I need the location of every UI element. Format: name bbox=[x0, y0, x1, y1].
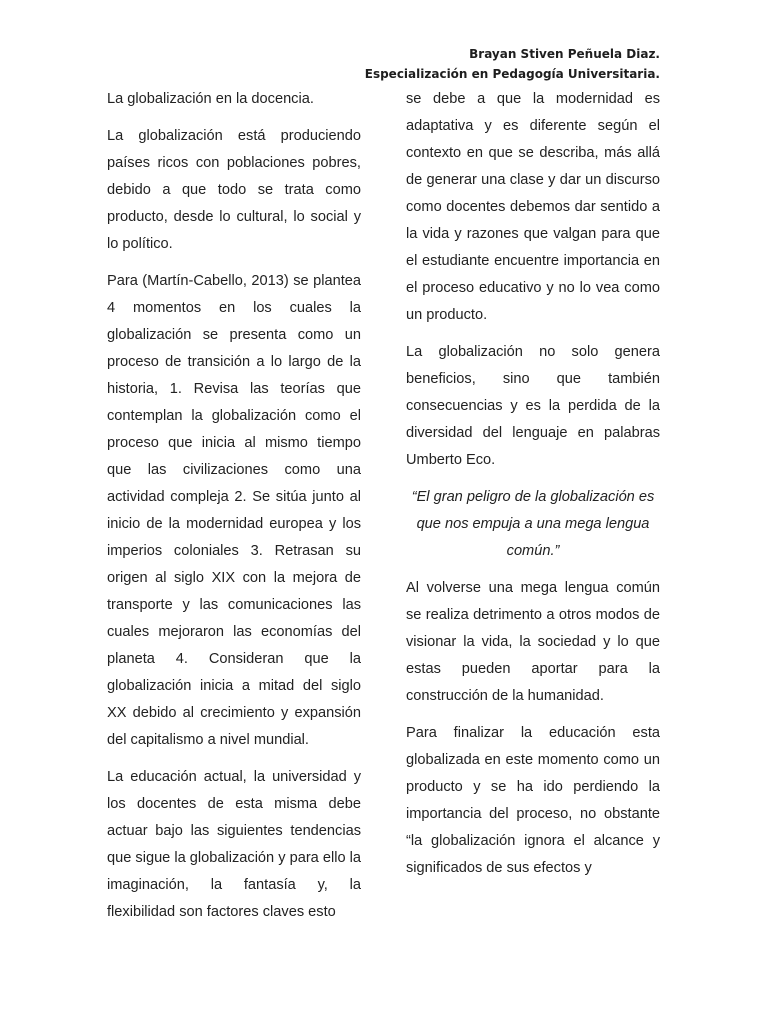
paragraph-moments: Para (Martín-Cabello, 2013) se plantea 4 momentos en los cuales la globalización se presenta como un proceso de transición a lo largo de la historia, 1. Revisa las teorías que contemplan la globalización como el proceso que inicia al mismo tiempo que las civilizaciones como una actividad compleja 2. Se sitúa junto al inicio de la modernidad europea y los imperios coloniales 3. Retrasan su origen al siglo XIX con la mejora de transporte y las comunicaciones las cuales mejoraron las economías del planeta 4. Consideran que la globalización inicia a mitad del siglo XX debido al crecimiento y expansión del capitalismo a nivel mundial. bbox=[107, 273, 361, 748]
paragraph-consequences: La globalización no solo genera beneficios, sino que también consecuencias y es la perdida de la diversidad del lenguaje en palabras Umberto Eco. bbox=[406, 344, 660, 468]
paragraph-common-language: Al volverse una mega lengua común se realiza detrimento a otros modos de visionar la vida, la sociedad y lo que estas pueden aportar para la construcción de la humanidad. bbox=[406, 580, 660, 704]
author-name: Brayan Stiven Peñuela Diaz. bbox=[469, 47, 660, 61]
paragraph-conclusion: Para finalizar la educación esta globalizada en este momento como un producto y se ha ido perdiendo la importancia del proceso, no obstante “la globalización ignora el alcance y significados de sus efectos y bbox=[406, 725, 660, 876]
right-column bbox=[406, 86, 660, 892]
paragraph-modernity: se debe a que la modernidad es adaptativa y es diferente según el contexto en que se describa, más allá de generar una clase y dar un discurso como docentes debemos dar sentido a la vida y razones que valgan para que el estudiante encuentre importancia en el proceso educativo y no lo vea como un producto. bbox=[406, 91, 660, 323]
umberto-eco-quote: “El gran peligro de la globalización es que nos empuja a una mega lengua común.” bbox=[411, 489, 655, 559]
document-title: La globalización en la docencia. bbox=[107, 91, 314, 107]
program-name: Especialización en Pedagogía Universitaria. bbox=[364, 67, 660, 81]
document-header bbox=[365, 44, 660, 84]
left-column bbox=[107, 86, 361, 936]
paragraph-intro: La globalización está produciendo países ricos con poblaciones pobres, debido a que todo se trata como producto, desde lo cultural, lo social y lo político. bbox=[107, 128, 361, 252]
paragraph-education: La educación actual, la universidad y los docentes de esta misma debe actuar bajo las siguientes tendencias que sigue la globalización y para ello la imaginación, la fantasía y, la flexibilidad son factores claves esto bbox=[107, 769, 361, 920]
